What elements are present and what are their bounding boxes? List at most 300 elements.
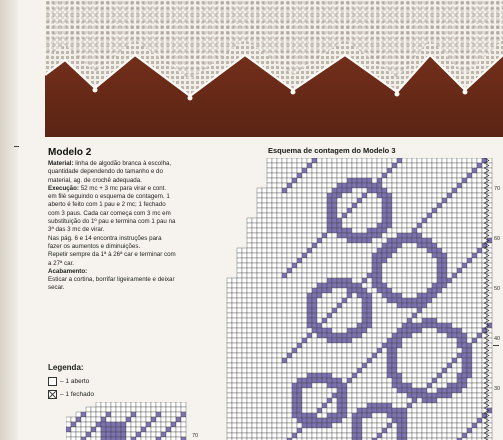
grid-cell bbox=[452, 188, 457, 193]
grid-cell bbox=[307, 328, 312, 333]
row-tick-30: 30 bbox=[494, 386, 501, 392]
grid-cell bbox=[452, 353, 457, 358]
grid-cell bbox=[477, 313, 482, 318]
grid-cell bbox=[427, 288, 432, 293]
grid-cell bbox=[442, 308, 447, 313]
grid-cell bbox=[151, 427, 156, 432]
grid-cell bbox=[262, 323, 267, 328]
grid-cell bbox=[247, 228, 252, 233]
grid-cell bbox=[252, 318, 257, 323]
grid-cell bbox=[287, 238, 292, 243]
grid-cell bbox=[382, 158, 387, 163]
grid-cell bbox=[477, 183, 482, 188]
grid-cell bbox=[352, 368, 357, 373]
grid-cell bbox=[387, 193, 392, 198]
grid-cell bbox=[457, 163, 462, 168]
grid-cell bbox=[442, 178, 447, 183]
grid-cell bbox=[377, 418, 382, 423]
grid-cell bbox=[392, 198, 397, 203]
grid-cell bbox=[302, 323, 307, 328]
grid-cell bbox=[437, 188, 442, 193]
grid-cell bbox=[477, 373, 482, 378]
grid-cell bbox=[277, 433, 282, 438]
grid-cell bbox=[257, 398, 262, 403]
grid-cell bbox=[382, 423, 387, 428]
grid-cell bbox=[232, 278, 237, 283]
grid-cell bbox=[337, 343, 342, 348]
grid-cell bbox=[257, 238, 262, 243]
grid-cell bbox=[322, 283, 327, 288]
grid-cell bbox=[447, 393, 452, 398]
grid-cell bbox=[357, 378, 362, 383]
grid-cell bbox=[447, 288, 452, 293]
grid-cell bbox=[382, 203, 387, 208]
grid-cell bbox=[312, 398, 317, 403]
grid-cell bbox=[136, 412, 141, 417]
grid-cell bbox=[297, 313, 302, 318]
grid-cell bbox=[292, 163, 297, 168]
grid-cell bbox=[397, 158, 402, 163]
grid-cell bbox=[452, 278, 457, 283]
grid-cell bbox=[352, 198, 357, 203]
grid-cell bbox=[297, 338, 302, 343]
grid-cell bbox=[432, 358, 437, 363]
grid-cell bbox=[282, 273, 287, 278]
grid-cell bbox=[302, 328, 307, 333]
grid-cell bbox=[392, 263, 397, 268]
grid-cell bbox=[227, 358, 232, 363]
grid-cell bbox=[76, 422, 81, 427]
grid-cell bbox=[482, 258, 487, 263]
grid-cell bbox=[367, 298, 372, 303]
grid-cell bbox=[272, 398, 277, 403]
grid-cell bbox=[417, 428, 422, 433]
grid-cell bbox=[467, 248, 472, 253]
grid-cell bbox=[252, 358, 257, 363]
grid-cell bbox=[412, 303, 417, 308]
grid-cell bbox=[367, 358, 372, 363]
grid-cell bbox=[277, 363, 282, 368]
grid-cell bbox=[457, 283, 462, 288]
grid-cell bbox=[417, 168, 422, 173]
grid-cell bbox=[477, 333, 482, 338]
grid-cell bbox=[442, 398, 447, 403]
grid-cell bbox=[472, 278, 477, 283]
grid-cell bbox=[337, 213, 342, 218]
grid-cell bbox=[387, 263, 392, 268]
grid-cell bbox=[257, 418, 262, 423]
grid-cell bbox=[267, 383, 272, 388]
grid-cell bbox=[302, 358, 307, 363]
grid-cell bbox=[447, 348, 452, 353]
grid-cell bbox=[457, 233, 462, 238]
grid-cell bbox=[457, 308, 462, 313]
grid-cell bbox=[272, 178, 277, 183]
grid-cell bbox=[422, 278, 427, 283]
grid-cell bbox=[392, 193, 397, 198]
grid-cell bbox=[377, 233, 382, 238]
grid-cell bbox=[282, 263, 287, 268]
grid-cell bbox=[347, 183, 352, 188]
grid-cell bbox=[432, 198, 437, 203]
grid-cell bbox=[292, 343, 297, 348]
small-row-tick: 70 bbox=[192, 433, 199, 439]
grid-cell bbox=[237, 343, 242, 348]
grid-cell bbox=[111, 402, 116, 407]
grid-cell bbox=[232, 318, 237, 323]
grid-cell bbox=[372, 328, 377, 333]
grid-cell bbox=[437, 403, 442, 408]
grid-cell bbox=[242, 328, 247, 333]
grid-cell bbox=[252, 243, 257, 248]
grid-cell bbox=[237, 348, 242, 353]
grid-cell bbox=[272, 308, 277, 313]
grid-cell bbox=[312, 248, 317, 253]
grid-cell bbox=[272, 158, 277, 163]
grid-cell bbox=[327, 358, 332, 363]
grid-cell bbox=[352, 208, 357, 213]
grid-cell bbox=[136, 402, 141, 407]
grid-cell bbox=[272, 248, 277, 253]
grid-cell bbox=[377, 288, 382, 293]
grid-cell bbox=[462, 258, 467, 263]
grid-cell bbox=[427, 183, 432, 188]
grid-cell bbox=[262, 333, 267, 338]
grid-cell bbox=[272, 278, 277, 283]
grid-cell bbox=[462, 198, 467, 203]
grid-cell bbox=[317, 183, 322, 188]
grid-cell bbox=[337, 413, 342, 418]
grid-cell bbox=[377, 368, 382, 373]
grid-cell bbox=[357, 428, 362, 433]
grid-cell bbox=[412, 258, 417, 263]
grid-cell bbox=[447, 433, 452, 438]
grid-cell bbox=[262, 218, 267, 223]
grid-cell bbox=[367, 228, 372, 233]
grid-cell bbox=[392, 278, 397, 283]
grid-cell bbox=[232, 293, 237, 298]
grid-cell bbox=[412, 428, 417, 433]
grid-cell bbox=[156, 412, 161, 417]
grid-cell bbox=[397, 348, 402, 353]
grid-cell bbox=[387, 348, 392, 353]
grid-cell bbox=[482, 178, 487, 183]
grid-cell bbox=[377, 423, 382, 428]
grid-cell bbox=[417, 208, 422, 213]
grid-cell bbox=[347, 378, 352, 383]
grid-cell bbox=[272, 383, 277, 388]
grid-cell bbox=[307, 308, 312, 313]
grid-cell bbox=[332, 313, 337, 318]
grid-cell bbox=[252, 343, 257, 348]
grid-cell bbox=[442, 378, 447, 383]
grid-cell bbox=[287, 298, 292, 303]
grid-cell bbox=[387, 323, 392, 328]
grid-cell bbox=[332, 228, 337, 233]
grid-cell bbox=[332, 333, 337, 338]
grid-cell bbox=[252, 258, 257, 263]
grid-cell bbox=[382, 233, 387, 238]
grid-cell bbox=[272, 233, 277, 238]
grid-cell bbox=[362, 163, 367, 168]
grid-cell bbox=[352, 238, 357, 243]
grid-cell bbox=[101, 427, 106, 432]
grid-cell bbox=[292, 318, 297, 323]
grid-cell bbox=[377, 228, 382, 233]
grid-cell bbox=[462, 348, 467, 353]
grid-cell bbox=[392, 163, 397, 168]
grid-cell bbox=[397, 333, 402, 338]
modelo2-diagram-partial bbox=[66, 402, 188, 440]
grid-cell bbox=[447, 428, 452, 433]
grid-cell bbox=[262, 398, 267, 403]
grid-cell bbox=[337, 358, 342, 363]
grid-cell bbox=[292, 223, 297, 228]
grid-cell bbox=[367, 423, 372, 428]
grid-cell bbox=[277, 298, 282, 303]
grid-cell bbox=[462, 393, 467, 398]
grid-cell bbox=[317, 258, 322, 263]
grid-cell bbox=[282, 323, 287, 328]
grid-cell bbox=[432, 343, 437, 348]
grid-cell bbox=[367, 338, 372, 343]
grid-cell bbox=[367, 413, 372, 418]
grid-cell bbox=[432, 368, 437, 373]
grid-cell bbox=[377, 373, 382, 378]
grid-cell bbox=[242, 283, 247, 288]
grid-cell bbox=[322, 203, 327, 208]
grid-cell bbox=[387, 183, 392, 188]
grid-cell bbox=[467, 173, 472, 178]
grid-cell bbox=[457, 243, 462, 248]
grid-cell bbox=[181, 427, 186, 432]
grid-cell bbox=[412, 423, 417, 428]
grid-cell bbox=[327, 318, 332, 323]
grid-cell bbox=[342, 403, 347, 408]
grid-cell bbox=[161, 417, 166, 422]
grid-cell bbox=[372, 343, 377, 348]
grid-cell bbox=[387, 383, 392, 388]
grid-cell bbox=[352, 203, 357, 208]
grid-cell bbox=[347, 248, 352, 253]
grid-cell bbox=[287, 248, 292, 253]
grid-cell bbox=[417, 253, 422, 258]
grid-cell bbox=[277, 203, 282, 208]
grid-cell bbox=[482, 413, 487, 418]
grid-cell bbox=[357, 358, 362, 363]
grid-cell bbox=[347, 193, 352, 198]
grid-cell bbox=[382, 338, 387, 343]
grid-cell bbox=[382, 168, 387, 173]
grid-cell bbox=[407, 383, 412, 388]
grid-cell bbox=[437, 273, 442, 278]
grid-cell bbox=[322, 163, 327, 168]
grid-cell bbox=[272, 238, 277, 243]
grid-cell bbox=[392, 248, 397, 253]
grid-cell bbox=[472, 353, 477, 358]
grid-cell bbox=[277, 208, 282, 213]
grid-cell bbox=[166, 427, 171, 432]
grid-cell bbox=[417, 323, 422, 328]
grid-cell bbox=[457, 183, 462, 188]
grid-cell bbox=[432, 433, 437, 438]
grid-cell bbox=[106, 422, 111, 427]
grid-cell bbox=[357, 423, 362, 428]
grid-cell bbox=[437, 348, 442, 353]
grid-cell bbox=[337, 308, 342, 313]
grid-cell bbox=[337, 158, 342, 163]
grid-cell bbox=[387, 228, 392, 233]
grid-cell bbox=[332, 388, 337, 393]
grid-cell bbox=[332, 363, 337, 368]
grid-cell bbox=[317, 368, 322, 373]
grid-cell bbox=[357, 253, 362, 258]
grid-cell bbox=[432, 328, 437, 333]
grid-cell bbox=[427, 293, 432, 298]
grid-cell bbox=[477, 203, 482, 208]
grid-cell bbox=[432, 223, 437, 228]
grid-cell bbox=[387, 158, 392, 163]
grid-cell bbox=[347, 358, 352, 363]
grid-cell bbox=[462, 233, 467, 238]
grid-cell bbox=[477, 263, 482, 268]
grid-cell bbox=[472, 403, 477, 408]
grid-cell bbox=[437, 398, 442, 403]
grid-cell bbox=[347, 303, 352, 308]
grid-cell bbox=[302, 418, 307, 423]
grid-cell bbox=[427, 353, 432, 358]
grid-cell bbox=[282, 158, 287, 163]
grid-cell bbox=[367, 263, 372, 268]
grid-cell bbox=[292, 198, 297, 203]
grid-cell bbox=[382, 308, 387, 313]
grid-cell bbox=[297, 283, 302, 288]
grid-cell bbox=[322, 233, 327, 238]
grid-cell bbox=[427, 413, 432, 418]
grid-cell bbox=[447, 263, 452, 268]
grid-cell bbox=[272, 188, 277, 193]
grid-cell bbox=[352, 398, 357, 403]
grid-cell bbox=[337, 268, 342, 273]
grid-cell bbox=[397, 358, 402, 363]
grid-cell bbox=[337, 223, 342, 228]
grid-cell bbox=[232, 338, 237, 343]
grid-cell bbox=[482, 313, 487, 318]
grid-cell bbox=[307, 348, 312, 353]
grid-cell bbox=[392, 178, 397, 183]
grid-cell bbox=[422, 338, 427, 343]
grid-cell bbox=[297, 273, 302, 278]
grid-cell bbox=[267, 378, 272, 383]
grid-cell bbox=[287, 323, 292, 328]
grid-cell bbox=[462, 298, 467, 303]
grid-cell bbox=[422, 198, 427, 203]
grid-cell bbox=[357, 343, 362, 348]
grid-cell bbox=[86, 412, 91, 417]
grid-cell bbox=[422, 223, 427, 228]
grid-cell bbox=[422, 418, 427, 423]
grid-cell bbox=[337, 278, 342, 283]
grid-cell bbox=[247, 343, 252, 348]
grid-cell bbox=[457, 393, 462, 398]
grid-cell bbox=[447, 333, 452, 338]
grid-cell bbox=[412, 188, 417, 193]
grid-cell bbox=[272, 348, 277, 353]
grid-cell bbox=[327, 333, 332, 338]
grid-cell bbox=[347, 383, 352, 388]
grid-cell bbox=[407, 243, 412, 248]
grid-cell bbox=[377, 278, 382, 283]
grid-cell bbox=[447, 248, 452, 253]
grid-cell bbox=[332, 213, 337, 218]
grid-cell bbox=[267, 248, 272, 253]
grid-cell bbox=[387, 253, 392, 258]
grid-cell bbox=[407, 258, 412, 263]
grid-cell bbox=[477, 423, 482, 428]
grid-cell bbox=[272, 433, 277, 438]
grid-cell bbox=[372, 348, 377, 353]
grid-cell bbox=[242, 418, 247, 423]
grid-cell bbox=[312, 293, 317, 298]
grid-cell bbox=[467, 403, 472, 408]
grid-cell bbox=[482, 243, 487, 248]
grid-cell bbox=[232, 363, 237, 368]
grid-cell bbox=[437, 208, 442, 213]
grid-cell bbox=[447, 158, 452, 163]
grid-cell bbox=[257, 378, 262, 383]
grid-cell bbox=[342, 213, 347, 218]
grid-cell bbox=[402, 228, 407, 233]
grid-cell bbox=[442, 303, 447, 308]
grid-cell bbox=[447, 228, 452, 233]
grid-cell bbox=[357, 203, 362, 208]
grid-cell bbox=[392, 368, 397, 373]
grid-cell bbox=[432, 248, 437, 253]
grid-cell bbox=[287, 228, 292, 233]
grid-cell bbox=[387, 308, 392, 313]
grid-cell bbox=[156, 432, 161, 437]
grid-cell bbox=[317, 398, 322, 403]
grid-cell bbox=[372, 228, 377, 233]
grid-cell bbox=[91, 417, 96, 422]
grid-cell bbox=[382, 238, 387, 243]
grid-cell bbox=[417, 258, 422, 263]
grid-cell bbox=[257, 283, 262, 288]
grid-cell bbox=[472, 203, 477, 208]
grid-cell bbox=[307, 198, 312, 203]
grid-cell bbox=[387, 358, 392, 363]
grid-cell bbox=[317, 408, 322, 413]
grid-cell bbox=[457, 213, 462, 218]
grid-cell bbox=[357, 223, 362, 228]
grid-cell bbox=[442, 218, 447, 223]
grid-cell bbox=[392, 333, 397, 338]
grid-cell bbox=[317, 253, 322, 258]
grid-cell bbox=[407, 373, 412, 378]
grid-cell bbox=[367, 273, 372, 278]
grid-cell bbox=[402, 233, 407, 238]
grid-cell bbox=[267, 303, 272, 308]
grid-cell bbox=[237, 248, 242, 253]
grid-cell bbox=[297, 363, 302, 368]
grid-cell bbox=[332, 413, 337, 418]
grid-cell bbox=[126, 417, 131, 422]
grid-cell bbox=[392, 188, 397, 193]
grid-cell bbox=[232, 378, 237, 383]
grid-cell bbox=[357, 183, 362, 188]
grid-cell bbox=[347, 338, 352, 343]
grid-cell bbox=[297, 278, 302, 283]
